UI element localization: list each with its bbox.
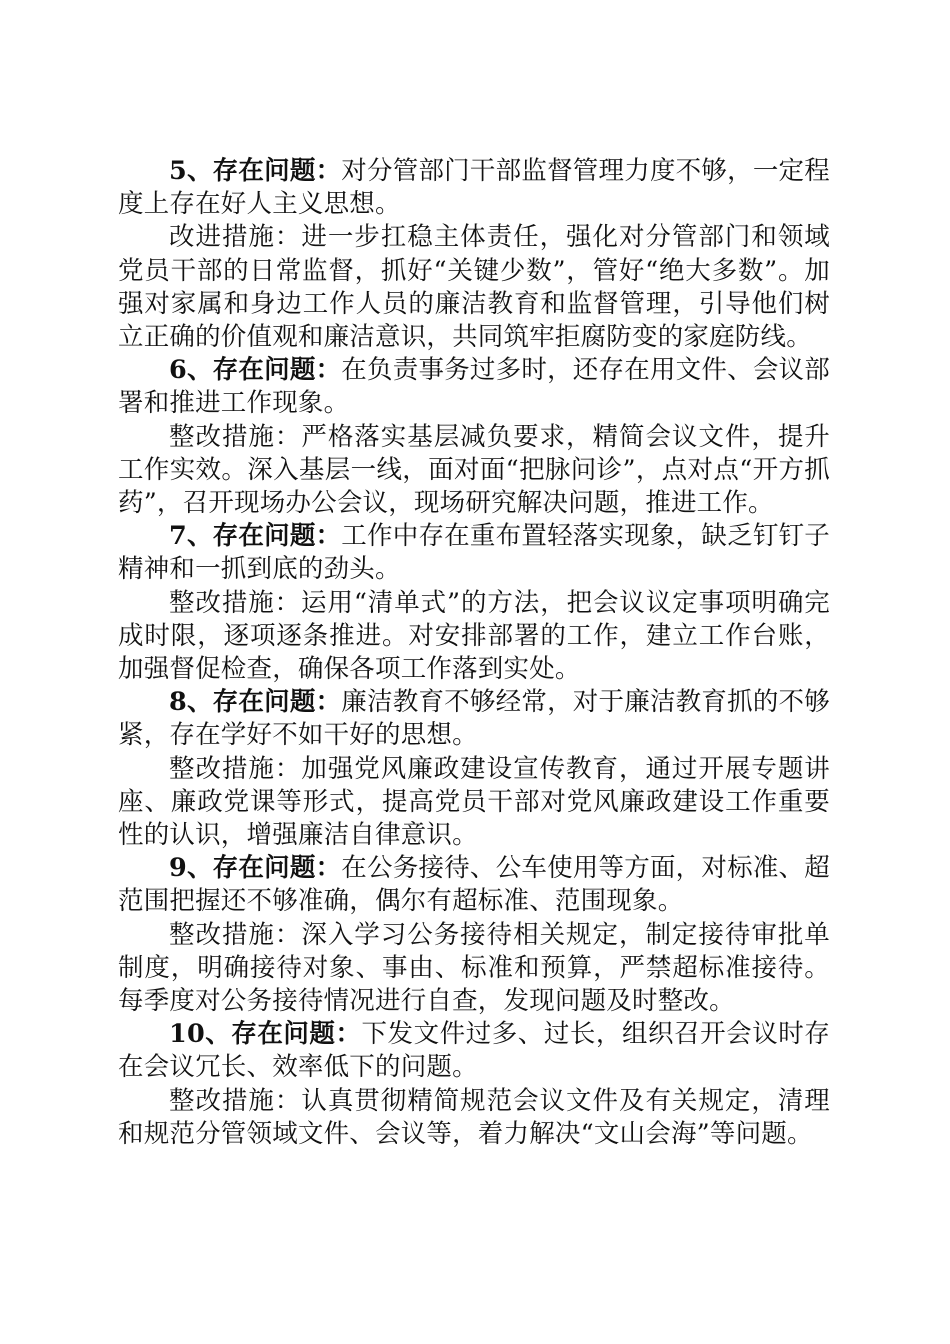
problem-text: 下发文件过多、过长，组织召开会议时存在会议冗长、效率低下的问题。 [118,1019,830,1083]
problem-paragraph-6 [118,354,830,420]
problem-text: 对分管部门干部监督管理力度不够，一定程度上存在好人主义思想。 [118,156,830,220]
problem-text: 工作中存在重布置轻落实现象，缺乏钉钉子精神和一抓到底的劲头。 [118,521,830,585]
problem-text: 廉洁教育不够经常，对于廉洁教育抓的不够紧，存在学好不如干好的思想。 [118,687,830,751]
problem-text: 在公务接待、公车使用等方面，对标准、超范围把握还不够准确，偶尔有超标准、范围现象。 [118,853,830,917]
problem-paragraph-9 [118,852,830,918]
problem-label: 7、存在问题： [169,521,342,552]
problem-label: 10、存在问题： [169,1019,362,1050]
problem-paragraph-5 [118,155,830,221]
problem-text: 在负责事务过多时，还存在用文件、会议部署和推进工作现象。 [118,355,830,419]
problem-label: 9、存在问题： [169,853,342,884]
problem-label: 5、存在问题： [169,156,342,186]
problem-label: 8、存在问题： [169,687,342,718]
problem-paragraph-7 [118,520,830,586]
measure-paragraph-7: 整改措施：运用“清单式”的方法，把会议议定事项明确完成时限，逐项逐条推进。对安排部署的工作，建立工作台账，加强督促检查，确保各项工作落到实处。 [118,587,830,685]
problem-paragraph-8 [118,686,830,752]
measure-paragraph-5: 改进措施：进一步扛稳主体责任，强化对分管部门和领域党员干部的日常监督，抓好“关键少数”，管好“绝大多数”。加强对家属和身边工作人员的廉洁教育和监督管理，引导他们树立正确的价值观和廉洁意识，共同筑牢拒腐防变的家庭防线。 [118,222,830,353]
measure-paragraph-9: 整改措施：深入学习公务接待相关规定，制定接待审批单制度，明确接待对象、事由、标准和预算，严禁超标准接待。每季度对公务接待情况进行自查，发现问题及时整改。 [118,919,830,1017]
measure-paragraph-8: 整改措施：加强党风廉政建设宣传教育，通过开展专题讲座、廉政党课等形式，提高党员干部对党风廉政建设工作重要性的认识，增强廉洁自律意识。 [118,753,830,851]
problem-label: 6、存在问题： [169,355,342,386]
problem-paragraph-10 [118,1018,830,1084]
measure-paragraph-10: 整改措施：认真贯彻精简规范会议文件及有关规定，清理和规范分管领域文件、会议等，着力解决“文山会海”等问题。 [118,1085,830,1149]
measure-paragraph-6: 整改措施：严格落实基层减负要求，精简会议文件，提升工作实效。深入基层一线，面对面“把脉问诊”，点对点“开方抓药”，召开现场办公会议，现场研究解决问题，推进工作。 [118,421,830,519]
document-page [118,155,830,1151]
